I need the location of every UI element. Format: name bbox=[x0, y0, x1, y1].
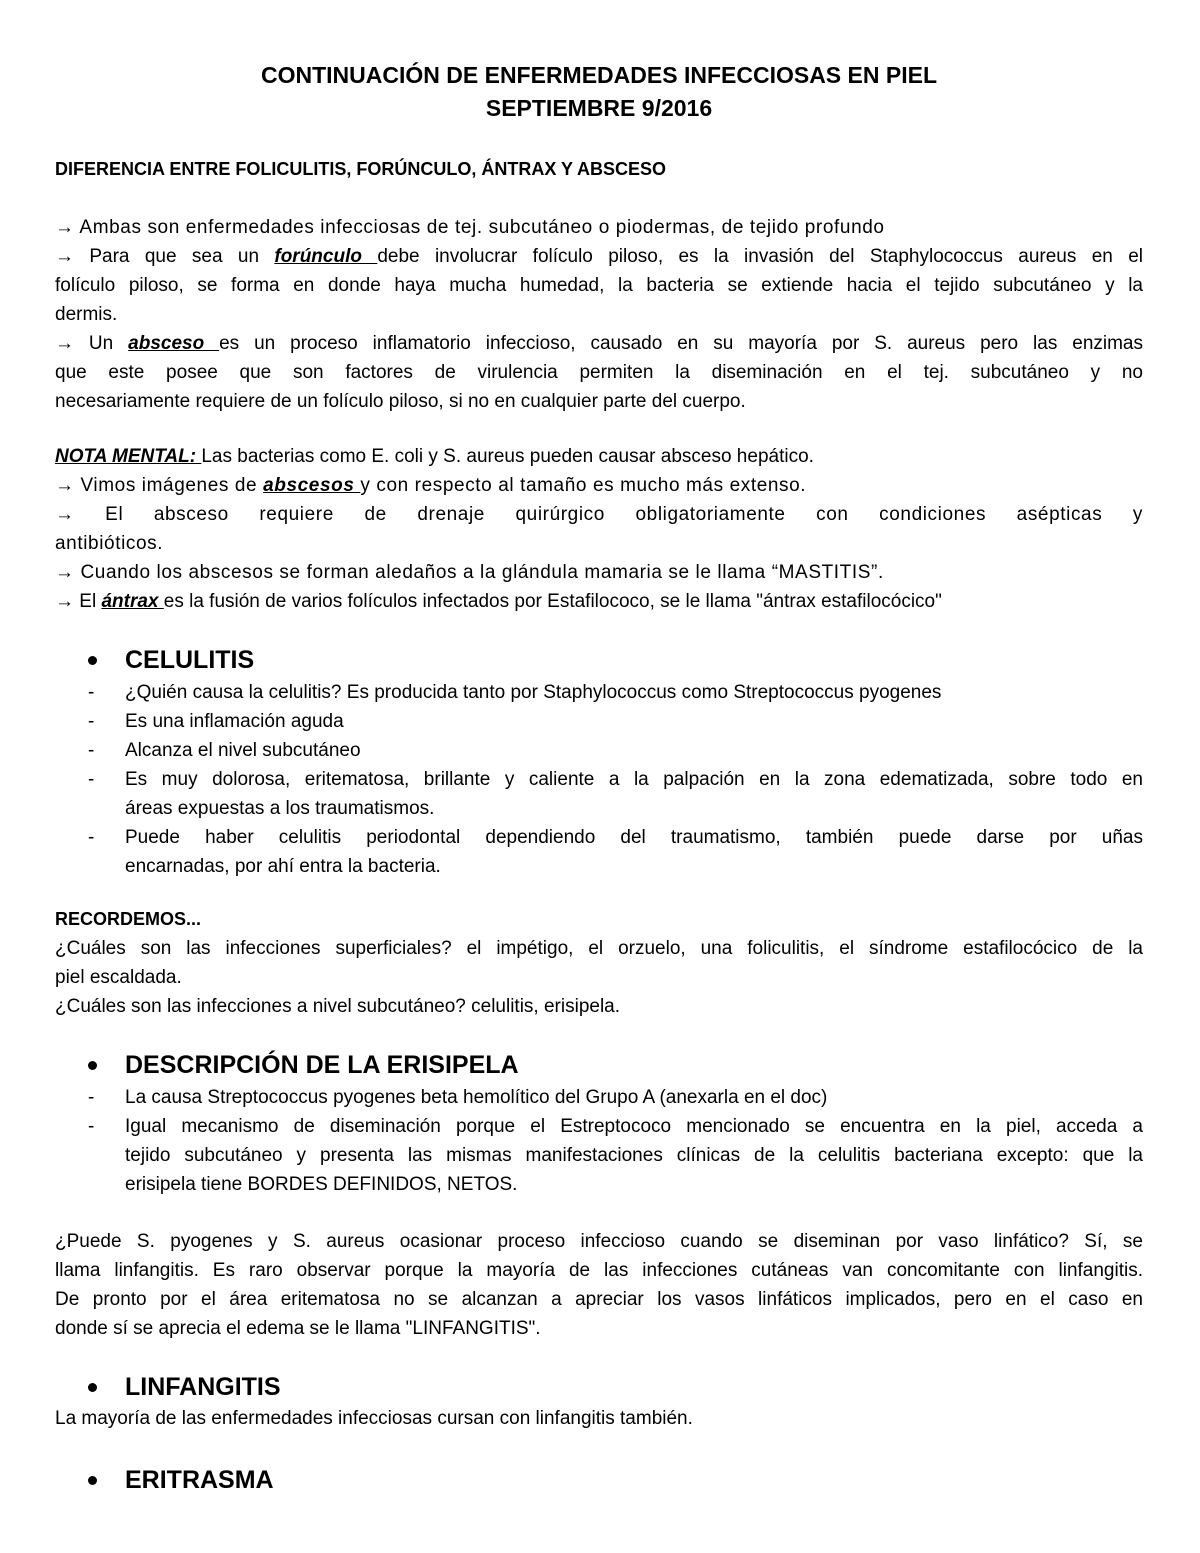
nota-line bbox=[55, 587, 1143, 616]
paragraph-line: llama linfangitis. Es raro observar porque la mayoría de las infecciones cutáneas van concomitante con linfangitis. bbox=[55, 1260, 1143, 1281]
section-erisipela-heading bbox=[55, 1048, 1143, 1082]
term-abscesos: abscesos bbox=[263, 475, 361, 496]
text-run: → Para que sea un bbox=[55, 246, 275, 267]
spacer bbox=[55, 184, 1143, 213]
dash-icon: - bbox=[88, 827, 95, 848]
list-item bbox=[55, 1083, 1143, 1112]
document-title: CONTINUACIÓN DE ENFERMEDADES INFECCIOSAS EN PIEL bbox=[261, 62, 937, 88]
text-run: es la fusión de varios folículos infectados por Estafilococo, se le llama "ántrax estafilocócico" bbox=[163, 591, 942, 612]
section-heading-label: CELULITIS bbox=[125, 646, 255, 674]
celulitis-list bbox=[55, 678, 1143, 881]
nota-line: antibióticos. bbox=[55, 533, 164, 554]
recordemos-heading: RECORDEMOS... bbox=[55, 909, 202, 929]
recordemos-line: ¿Cuáles son las infecciones superficiales? el impétigo, el orzuelo, una foliculitis, el síndrome estafilocócico de la bbox=[55, 938, 1143, 959]
list-item-text: ¿Quién causa la celulitis? Es producida tanto por Staphylococcus como Streptococcus pyogenes bbox=[125, 682, 942, 703]
list-item-text: Alcanza el nivel subcutáneo bbox=[125, 740, 361, 761]
text-run: → El bbox=[55, 591, 102, 612]
dash-icon: - bbox=[88, 1087, 95, 1108]
section-heading-label: ERITRASMA bbox=[125, 1466, 274, 1494]
section-linfangitis-heading bbox=[55, 1370, 1143, 1404]
list-item bbox=[55, 736, 1143, 765]
bullet-icon bbox=[88, 656, 97, 665]
section-celulitis-heading bbox=[55, 643, 1143, 677]
text-run: Las bacterias como E. coli y S. aureus pueden causar absceso hepático. bbox=[201, 446, 814, 467]
intro-section bbox=[55, 155, 1143, 416]
paragraph-line: donde sí se aprecia el edema se le llama "LINFANGITIS". bbox=[55, 1318, 541, 1339]
section-heading-label: DESCRIPCIÓN DE LA ERISIPELA bbox=[125, 1051, 519, 1079]
text-run: → Un bbox=[55, 333, 129, 354]
list-item bbox=[55, 765, 1143, 823]
section-heading-label: LINFANGITIS bbox=[125, 1373, 281, 1401]
nota-line bbox=[55, 442, 1143, 471]
bullet-icon bbox=[88, 1476, 97, 1485]
nota-section bbox=[55, 442, 1143, 616]
erisipela-list bbox=[55, 1083, 1143, 1199]
intro-line: necesariamente requiere de un folículo piloso, si no en cualquier parte del cuerpo. bbox=[55, 391, 746, 412]
text-run: es un proceso inflamatorio infeccioso, causado en su mayoría por S. aureus pero las enzimas bbox=[219, 333, 1143, 354]
nota-line bbox=[55, 471, 1143, 500]
recordemos-section bbox=[55, 905, 1143, 1021]
intro-line bbox=[55, 242, 1143, 271]
intro-line bbox=[55, 329, 1143, 358]
list-item-text: tejido subcutáneo y presenta las mismas manifestaciones clínicas de la celulitis bacteriana excepto: que la bbox=[125, 1145, 1143, 1166]
list-item-text: Puede haber celulitis periodontal dependiendo del traumatismo, también puede darse por uñas bbox=[125, 827, 1143, 848]
intro-line: folículo piloso, se forma en donde haya mucha humedad, la bacteria se extiende hacia el tejido subcutáneo y la bbox=[55, 275, 1143, 296]
list-item-text: Es muy dolorosa, eritematosa, brillante y caliente a la palpación en la zona edematizada, sobre todo en bbox=[125, 769, 1143, 790]
list-item bbox=[55, 1112, 1143, 1199]
text-run: → Vimos imágenes de bbox=[55, 475, 264, 496]
recordemos-line: ¿Cuáles son las infecciones a nivel subcutáneo? celulitis, erisipela. bbox=[55, 996, 621, 1017]
intro-subtitle: DIFERENCIA ENTRE FOLICULITIS, FORÚNCULO, ÁNTRAX Y ABSCESO bbox=[55, 159, 667, 179]
intro-line: que este posee que son factores de virulencia permiten la diseminación en el tej. subcutáneo y no bbox=[55, 362, 1143, 383]
paragraph-line: De pronto por el área eritematosa no se alcanzan a apreciar los vasos linfáticos implicados, pero en el caso en bbox=[55, 1289, 1143, 1310]
recordemos-line: piel escaldada. bbox=[55, 967, 182, 988]
list-item-text: Es una inflamación aguda bbox=[125, 711, 344, 732]
nota-line: → El absceso requiere de drenaje quirúrgico obligatoriamente con condiciones asépticas y bbox=[55, 504, 1143, 525]
term-forunculo: forúnculo bbox=[274, 246, 378, 267]
nota-line: → Cuando los abscesos se forman aledaños a la glándula mamaria se le llama “MASTITIS”. bbox=[55, 562, 884, 583]
paragraph-line: ¿Puede S. pyogenes y S. aureus ocasionar proceso infeccioso cuando se diseminan por vaso linfático? Sí, se bbox=[55, 1231, 1143, 1252]
list-item bbox=[55, 823, 1143, 881]
intro-line: dermis. bbox=[55, 304, 118, 325]
dash-icon: - bbox=[88, 682, 95, 703]
dash-icon: - bbox=[88, 769, 95, 790]
dash-icon: - bbox=[88, 711, 95, 732]
term-antrax: ántrax bbox=[101, 591, 164, 612]
nota-label: NOTA MENTAL: bbox=[55, 446, 202, 467]
bullet-icon bbox=[88, 1383, 97, 1392]
text-run: debe involucrar folículo piloso, es la invasión del Staphylococcus aureus en el bbox=[377, 246, 1143, 267]
bullet-icon bbox=[88, 1061, 97, 1070]
text-run: y con respecto al tamaño es mucho más extenso. bbox=[360, 475, 807, 496]
list-item-text: La causa Streptococcus pyogenes beta hemolítico del Grupo A (anexarla en el doc) bbox=[125, 1087, 828, 1108]
term-absceso: absceso bbox=[128, 333, 220, 354]
intro-line: → Ambas son enfermedades infecciosas de tej. subcutáneo o piodermas, de tejido profundo bbox=[55, 217, 885, 238]
dash-icon: - bbox=[88, 740, 95, 761]
document-date: SEPTIEMBRE 9/2016 bbox=[485, 95, 713, 121]
list-item-text: erisipela tiene BORDES DEFINIDOS, NETOS. bbox=[125, 1174, 518, 1195]
section-eritrasma-heading bbox=[55, 1463, 1143, 1497]
list-item bbox=[55, 707, 1143, 736]
list-item-text: áreas expuestas a los traumatismos. bbox=[125, 798, 435, 819]
linfangitis-text bbox=[55, 1404, 1143, 1433]
dash-icon: - bbox=[88, 1116, 95, 1137]
list-item-text: encarnadas, por ahí entra la bacteria. bbox=[125, 856, 441, 877]
erisipela-paragraph bbox=[55, 1227, 1143, 1343]
list-item-text: Igual mecanismo de diseminación porque el Estreptococo mencionado se encuentra en la piel, acceda a bbox=[125, 1116, 1143, 1137]
paragraph-line: La mayoría de las enfermedades infecciosas cursan con linfangitis también. bbox=[55, 1408, 693, 1429]
list-item bbox=[55, 678, 1143, 707]
